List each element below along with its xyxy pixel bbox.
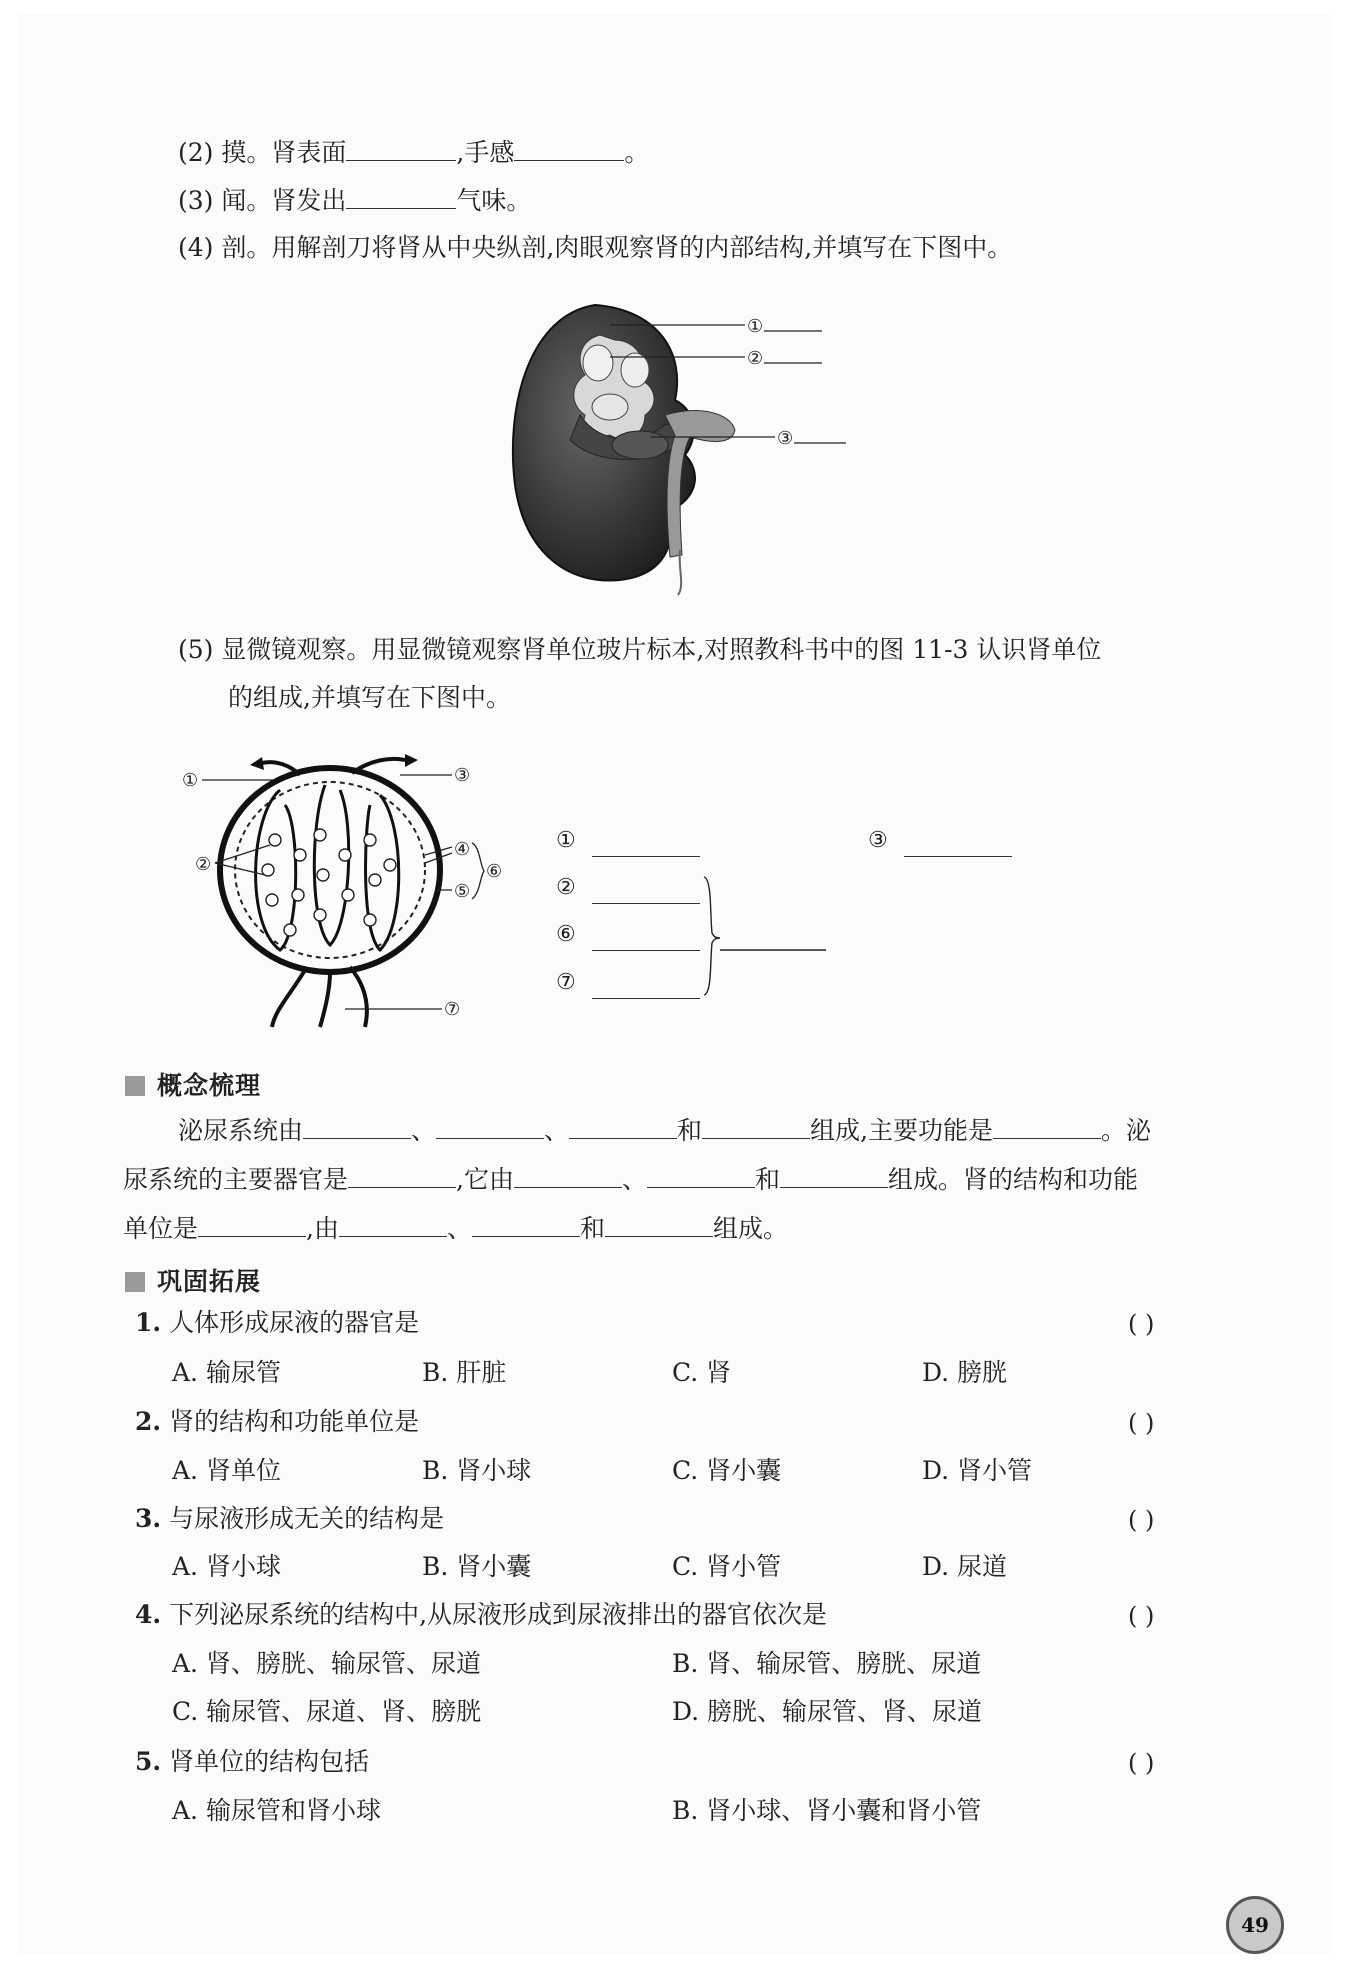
blank[interactable]	[348, 1163, 456, 1188]
nephron-label-3: ③	[454, 765, 471, 786]
extension-section-title	[125, 1262, 261, 1298]
question-stem: 下列泌尿系统的结构中,从尿液形成到尿液排出的器官依次是	[169, 1600, 828, 1629]
option-b[interactable]: B. 肝脏	[422, 1358, 507, 1387]
question-stem: 肾的结构和功能单位是	[169, 1407, 420, 1436]
text: 、	[446, 1214, 472, 1243]
question-number: 2.	[135, 1407, 162, 1436]
question-1	[135, 1307, 419, 1339]
step-3	[178, 184, 531, 217]
blank[interactable]	[904, 832, 1012, 857]
answer-label-2: ②	[556, 875, 576, 900]
question-4	[135, 1599, 827, 1631]
question-number: 5.	[135, 1747, 162, 1776]
text: 单位是	[123, 1214, 199, 1243]
blank[interactable]	[472, 1212, 580, 1237]
text: 组成。肾的结构和功能	[888, 1165, 1139, 1194]
option-b[interactable]: B. 肾小囊	[422, 1552, 532, 1581]
answer-brace	[700, 875, 830, 1000]
nephron-label-6: ⑥	[486, 861, 503, 882]
question-stem: 肾单位的结构包括	[169, 1747, 370, 1776]
page-number-badge: 49	[1226, 1896, 1284, 1954]
blank[interactable]	[647, 1163, 755, 1188]
step-3-end: 气味。	[456, 186, 532, 215]
blank[interactable]	[514, 136, 624, 161]
nephron-figure	[180, 745, 520, 1030]
option-a[interactable]: A. 输尿管	[172, 1358, 281, 1387]
question-stem: 与尿液形成无关的结构是	[169, 1504, 445, 1533]
text: 、	[411, 1116, 437, 1145]
concept-line-3	[123, 1212, 788, 1245]
text: ,它由	[456, 1165, 514, 1194]
step-5-line2: 的组成,并填写在下图中。	[228, 683, 511, 712]
blank[interactable]	[780, 1163, 888, 1188]
option-c[interactable]: C. 肾	[672, 1358, 732, 1387]
concept-line-1	[178, 1114, 1151, 1147]
option-b[interactable]: B. 肾、输尿管、膀胱、尿道	[672, 1649, 982, 1678]
blank[interactable]	[702, 1114, 810, 1139]
nephron-label-5: ⑤	[454, 881, 471, 902]
question-2	[135, 1406, 419, 1438]
concept-line-2	[123, 1163, 1138, 1196]
concept-title-text: 概念梳理	[157, 1071, 262, 1100]
text: 。泌	[1101, 1116, 1152, 1145]
answer-paren[interactable]: ( )	[1128, 1506, 1155, 1534]
blank[interactable]	[592, 832, 700, 857]
step-2	[178, 136, 649, 169]
option-d[interactable]: D. 肾小管	[922, 1456, 1033, 1485]
kidney-label-1: ①	[747, 316, 764, 337]
question-number: 3.	[135, 1504, 162, 1533]
nephron-label-7: ⑦	[444, 999, 461, 1020]
option-b[interactable]: B. 肾小球、肾小囊和肾小管	[672, 1796, 982, 1825]
answer-label-7: ⑦	[556, 970, 576, 995]
option-c[interactable]: C. 肾小管	[672, 1552, 782, 1581]
blank[interactable]	[569, 1114, 677, 1139]
extension-title-text: 巩固拓展	[157, 1267, 262, 1296]
text: 和	[579, 1214, 605, 1243]
blank[interactable]	[592, 974, 700, 999]
question-number: 4.	[135, 1600, 162, 1629]
option-a[interactable]: A. 输尿管和肾小球	[172, 1796, 381, 1825]
answer-paren[interactable]: ( )	[1128, 1602, 1155, 1630]
step-2-text: (2) 摸。肾表面	[178, 138, 347, 167]
option-a[interactable]: A. 肾、膀胱、输尿管、尿道	[172, 1649, 481, 1678]
option-b[interactable]: B. 肾小球	[422, 1456, 532, 1485]
answer-paren[interactable]: ( )	[1128, 1409, 1155, 1437]
kidney-label-3: ③	[777, 428, 794, 449]
kidney-label-2: ②	[747, 348, 764, 369]
blank[interactable]	[198, 1212, 306, 1237]
blank[interactable]	[605, 1212, 713, 1237]
section-marker-icon	[125, 1076, 145, 1096]
question-5	[135, 1746, 369, 1778]
kidney-section-figure	[500, 295, 860, 605]
text: 和	[677, 1116, 703, 1145]
nephron-label-1: ①	[182, 770, 199, 791]
answer-label-3: ③	[868, 828, 888, 853]
answer-paren[interactable]: ( )	[1128, 1749, 1155, 1777]
option-a[interactable]: A. 肾单位	[172, 1456, 281, 1485]
question-number: 1.	[135, 1308, 162, 1337]
answer-paren[interactable]: ( )	[1128, 1310, 1155, 1338]
step-4: (4) 剖。用解剖刀将肾从中央纵剖,肉眼观察肾的内部结构,并填写在下图中。	[178, 233, 1013, 262]
step-3-text: (3) 闻。肾发出	[178, 186, 347, 215]
step-5-line1: (5) 显微镜观察。用显微镜观察肾单位玻片标本,对照教科书中的图 11-3 认识肾单位	[178, 635, 1102, 664]
text: 、	[621, 1165, 647, 1194]
option-d[interactable]: D. 膀胱、输尿管、肾、尿道	[672, 1697, 983, 1726]
text: 、	[544, 1116, 570, 1145]
step-2-mid: ,手感	[456, 138, 515, 167]
text: 和	[754, 1165, 780, 1194]
text: 组成。	[713, 1214, 789, 1243]
option-a[interactable]: A. 肾小球	[172, 1552, 281, 1581]
blank[interactable]	[993, 1114, 1101, 1139]
nephron-label-2: ②	[195, 854, 212, 875]
blank[interactable]	[592, 879, 700, 904]
concept-section-title	[125, 1066, 261, 1102]
text: 组成,主要功能是	[810, 1116, 994, 1145]
blank[interactable]	[592, 926, 700, 951]
blank[interactable]	[436, 1114, 544, 1139]
option-d[interactable]: D. 膀胱	[922, 1358, 1008, 1387]
blank[interactable]	[514, 1163, 622, 1188]
step-2-end: 。	[624, 138, 650, 167]
question-stem: 人体形成尿液的器官是	[169, 1308, 420, 1337]
blank[interactable]	[346, 136, 456, 161]
section-marker-icon	[125, 1272, 145, 1292]
text: 泌尿系统由	[178, 1116, 304, 1145]
option-c[interactable]: C. 肾小囊	[672, 1456, 782, 1485]
question-3	[135, 1503, 444, 1535]
text: 尿系统的主要器官是	[123, 1165, 349, 1194]
option-c[interactable]: C. 输尿管、尿道、肾、膀胱	[172, 1697, 482, 1726]
answer-label-6: ⑥	[556, 922, 576, 947]
blank[interactable]	[346, 184, 456, 209]
answer-label-1: ①	[556, 828, 576, 853]
text: ,由	[306, 1214, 339, 1243]
option-d[interactable]: D. 尿道	[922, 1552, 1008, 1581]
blank[interactable]	[339, 1212, 447, 1237]
blank[interactable]	[303, 1114, 411, 1139]
nephron-label-4: ④	[454, 839, 471, 860]
